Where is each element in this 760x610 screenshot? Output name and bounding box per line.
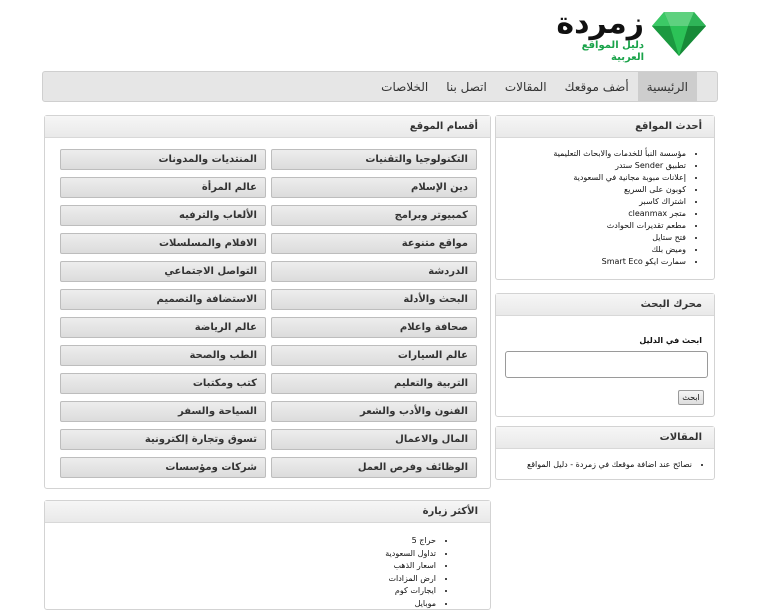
category-button[interactable]: الفنون والأدب والشعر xyxy=(271,401,477,422)
category-button[interactable]: المنتديات والمدونات xyxy=(60,149,266,170)
nav-list xyxy=(43,72,717,101)
search-input[interactable] xyxy=(505,351,708,378)
latest-site-link[interactable]: • إعلانات مبوبة مجانية في السعودية xyxy=(553,172,686,184)
categories-title: أقسام الموقع xyxy=(45,116,490,138)
category-button[interactable]: التواصل الاجتماعي xyxy=(60,261,266,282)
category-button[interactable]: صحافة واعلام xyxy=(271,317,477,338)
category-button[interactable]: الاستضافة والتصميم xyxy=(60,289,266,310)
latest-site-link[interactable]: • وميض بلك xyxy=(553,244,686,256)
logo-text[interactable] xyxy=(556,6,644,64)
category-button[interactable]: السياحة والسفر xyxy=(60,401,266,422)
category-button[interactable]: الطب والصحة xyxy=(60,345,266,366)
latest-sites-panel xyxy=(495,115,715,280)
articles-panel xyxy=(495,426,715,480)
category-button[interactable]: عالم الرياضة xyxy=(60,317,266,338)
nav-item[interactable]: اتصل بنا xyxy=(437,72,496,101)
search-title: محرك البحث xyxy=(496,294,714,316)
category-button[interactable]: شركات ومؤسسات xyxy=(60,457,266,478)
most-visited-list xyxy=(385,535,436,610)
search-label: ابحث في الدليل xyxy=(639,336,702,345)
search-panel xyxy=(495,293,715,417)
latest-sites-list xyxy=(553,148,692,268)
site-header xyxy=(558,6,708,62)
nav-item[interactable]: الرئيسية xyxy=(638,72,697,101)
category-button[interactable]: تسوق وتجارة إلكترونية xyxy=(60,429,266,450)
category-button[interactable]: الدردشة xyxy=(271,261,477,282)
category-button[interactable]: مواقع متنوعة xyxy=(271,233,477,254)
categories-grid xyxy=(60,149,477,478)
latest-site-link[interactable]: • مؤسسة النبأ للخدمات والابحاث التعليمية xyxy=(553,148,686,160)
logo-subtitle: دليل المواقع العربية xyxy=(556,40,644,64)
most-visited-link[interactable]: • تداول السعودية xyxy=(385,548,436,561)
most-visited-link[interactable]: • ارض المزادات xyxy=(385,573,436,586)
category-button[interactable]: عالم المرأة xyxy=(60,177,266,198)
articles-title: المقالات xyxy=(496,427,714,449)
most-visited-link[interactable]: • موبايل xyxy=(385,598,436,610)
category-button[interactable]: البحث والأدلة xyxy=(271,289,477,310)
latest-site-link[interactable]: • متجر cleanmax xyxy=(553,208,686,220)
category-button[interactable]: دين الإسلام xyxy=(271,177,477,198)
logo-title: زمردة xyxy=(556,6,644,42)
latest-sites-title: أحدث المواقع xyxy=(496,116,714,138)
category-button[interactable]: الافلام والمسلسلات xyxy=(60,233,266,254)
most-visited-link[interactable]: • حراج 5 xyxy=(385,535,436,548)
search-button[interactable]: ابحث xyxy=(678,390,704,405)
nav-item[interactable]: أضف موقعك xyxy=(556,72,638,101)
nav-item[interactable]: الخلاصات xyxy=(372,72,437,101)
latest-site-link[interactable]: • اشتراك كاسبر xyxy=(553,196,686,208)
main-nav xyxy=(42,71,718,102)
most-visited-link[interactable]: • ايجارات كوم xyxy=(385,585,436,598)
latest-site-link[interactable]: • فتح ستايل xyxy=(553,232,686,244)
category-button[interactable]: كمبيوتر وبرامج xyxy=(271,205,477,226)
latest-site-link[interactable]: • مطعم تقديرات الحوادث xyxy=(553,220,686,232)
latest-site-link[interactable]: • كوبون على السريع xyxy=(553,184,686,196)
emerald-gem-icon[interactable] xyxy=(650,10,708,58)
category-button[interactable]: الألعاب والترفيه xyxy=(60,205,266,226)
category-button[interactable]: الوظائف وفرص العمل xyxy=(271,457,477,478)
nav-item[interactable]: المقالات xyxy=(496,72,556,101)
most-visited-title: الأكثر زيارة xyxy=(45,501,490,523)
most-visited-link[interactable]: • اسعار الذهب xyxy=(385,560,436,573)
category-button[interactable]: التربية والتعليم xyxy=(271,373,477,394)
latest-site-link[interactable]: • سمارت ايكو Smart Eco xyxy=(553,256,686,268)
latest-site-link[interactable]: • تطبيق Sender ستدر xyxy=(553,160,686,172)
articles-list xyxy=(527,459,692,471)
category-button[interactable]: عالم السيارات xyxy=(271,345,477,366)
category-button[interactable]: المال والاعمال xyxy=(271,429,477,450)
most-visited-panel xyxy=(44,500,491,610)
article-link[interactable]: • نصائح عند اضافة موقعك في زمردة - دليل المواقع xyxy=(527,459,692,471)
category-button[interactable]: كتب ومكتبات xyxy=(60,373,266,394)
category-button[interactable]: التكنولوجيا والتقنيات xyxy=(271,149,477,170)
categories-panel xyxy=(44,115,491,489)
